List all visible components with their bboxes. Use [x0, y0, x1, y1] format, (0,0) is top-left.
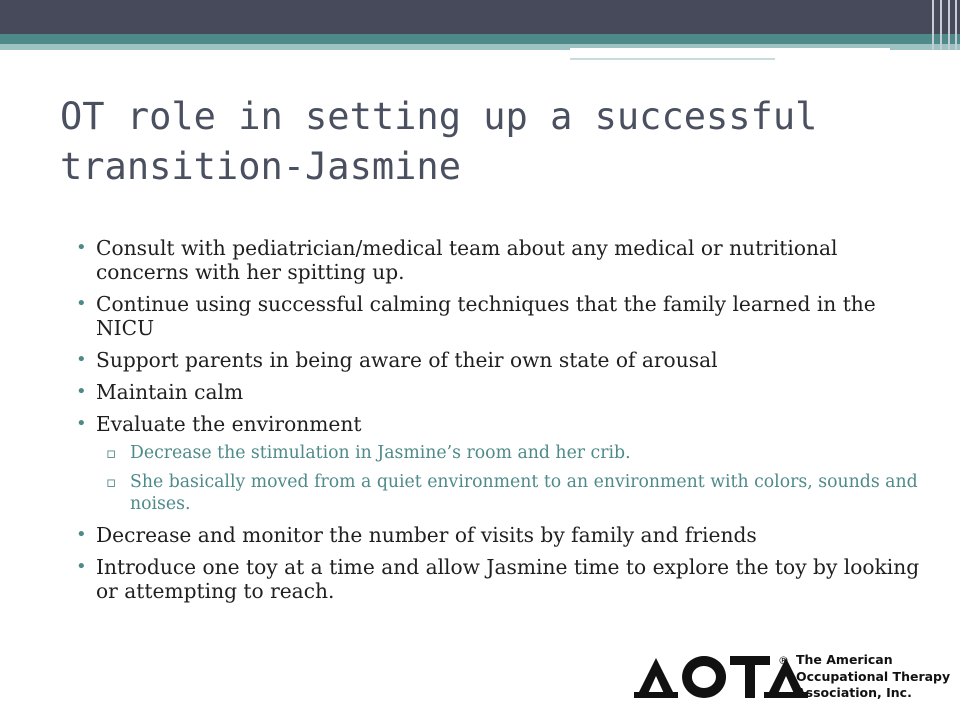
bullet-item: • Decrease and monitor the number of visits by family and friends	[74, 523, 924, 547]
registered-mark: ®	[778, 654, 789, 667]
logo-line-1: The American	[796, 652, 893, 667]
aota-logo-text	[796, 652, 950, 702]
bullet-item: • Support parents in being aware of their own state of arousal	[74, 348, 924, 372]
header-vertical-line	[932, 0, 934, 50]
bullet-item-label: Evaluate the environment	[96, 412, 362, 436]
logo-line-3: Association, Inc.	[796, 685, 912, 700]
logo-line-2: Occupational Therapy	[796, 668, 951, 684]
bullet-list	[74, 236, 924, 611]
bullet-item: • Continue using successful calming techniques that the family learned in the NICU	[74, 292, 924, 340]
bullet-item-with-subs	[74, 412, 924, 515]
header-accent-line	[570, 48, 890, 51]
slide-title: OT role in setting up a successful transition-Jasmine	[60, 95, 818, 188]
bullet-item: • Maintain calm	[74, 380, 924, 404]
sub-bullet-list	[96, 442, 924, 515]
bullet-item: • Introduce one toy at a time and allow Jasmine time to explore the toy by looking or attempting to reach.	[74, 555, 924, 603]
header-vertical-line	[955, 0, 957, 50]
bullet-item: • Consult with pediatrician/medical team about any medical or nutritional concerns with her spitting up.	[74, 236, 924, 284]
header-teal-bar	[0, 34, 960, 44]
header-vertical-line	[940, 0, 942, 50]
header-dark-bar	[0, 0, 960, 34]
sub-bullet-item: ▫ Decrease the stimulation in Jasmine’s room and her crib.	[96, 442, 924, 464]
sub-bullet-item: ▫ She basically moved from a quiet environment to an environment with colors, sounds and noises.	[96, 471, 924, 515]
header-vertical-line	[948, 0, 950, 50]
header-accent-line-2	[570, 58, 775, 60]
